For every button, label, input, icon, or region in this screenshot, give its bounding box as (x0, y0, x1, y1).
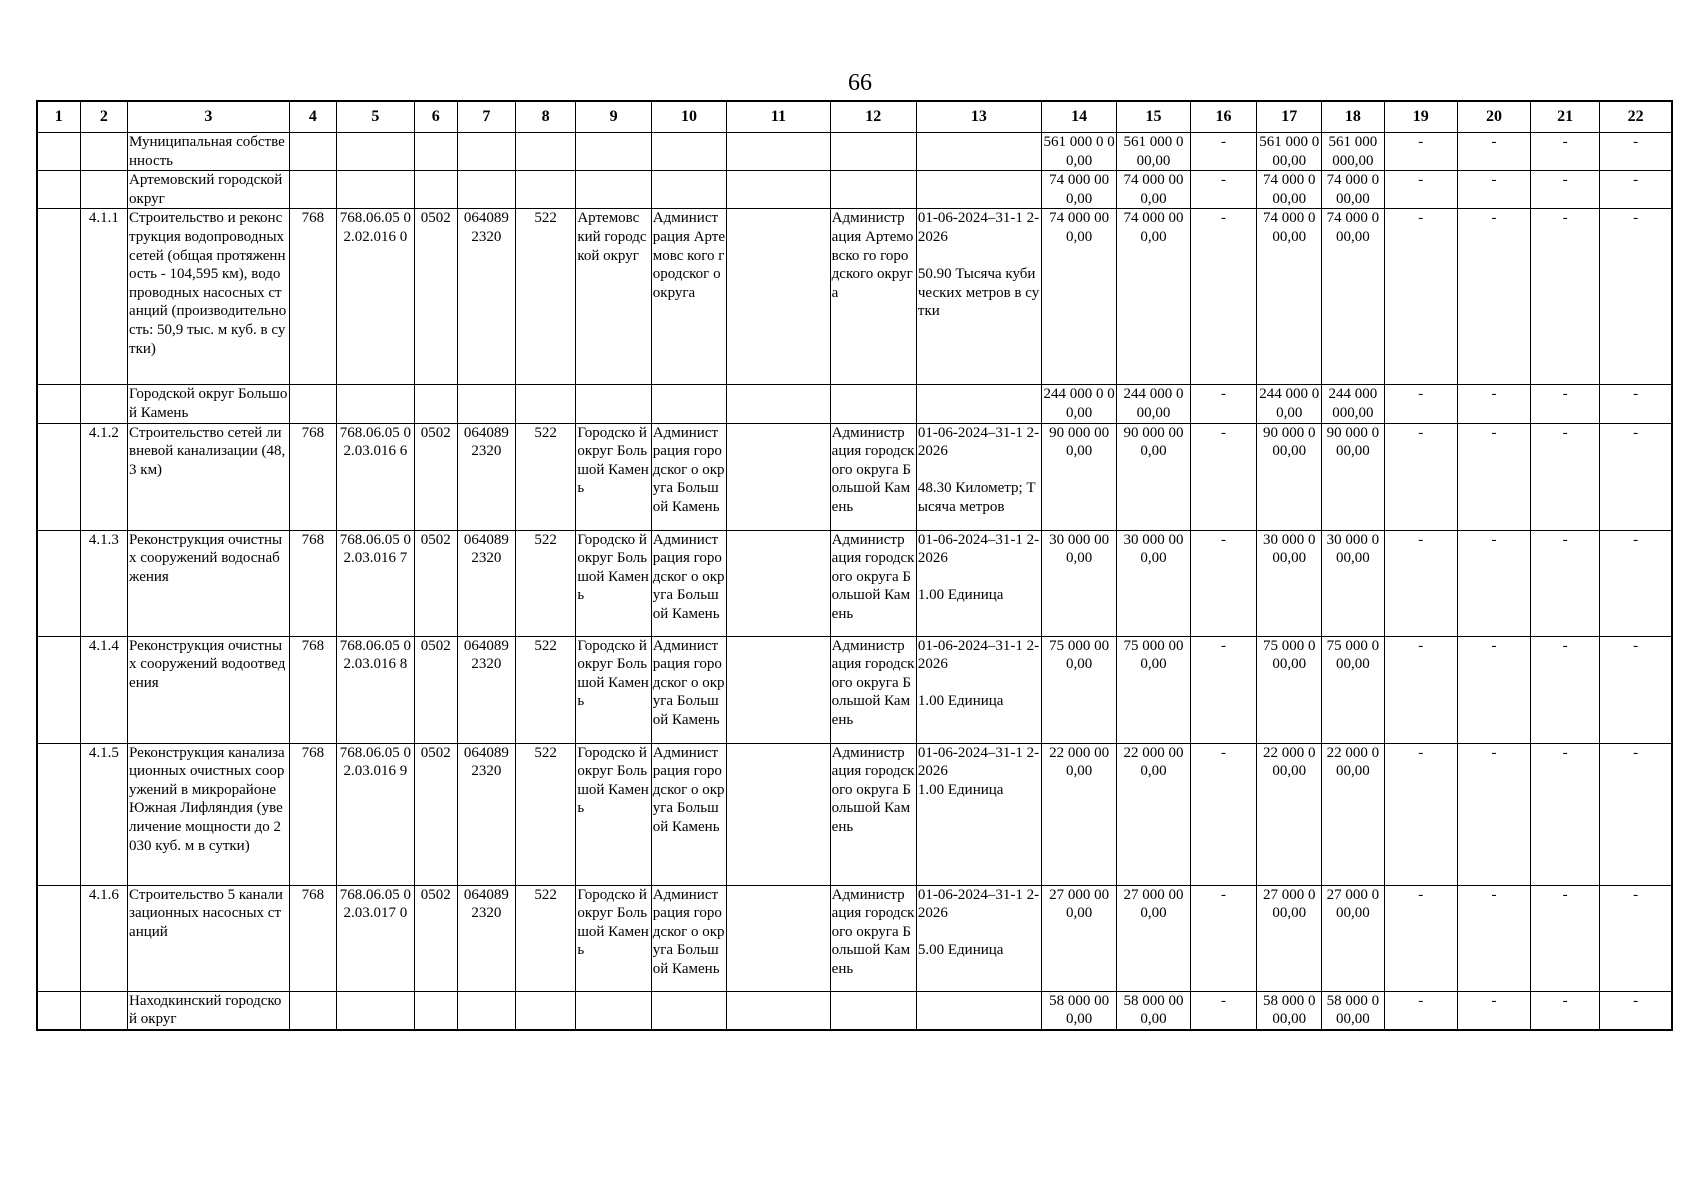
table-cell-col-10 (651, 133, 726, 171)
table-cell-col-12: Администр ация городского округа Большой Камень (830, 885, 916, 991)
table-cell-col-19: - (1384, 885, 1457, 991)
table-cell-col-6: 0502 (414, 530, 457, 636)
table-cell-col-22: - (1600, 885, 1672, 991)
table-cell-col-6 (414, 171, 457, 209)
column-header-6: 6 (414, 101, 457, 133)
column-header-17: 17 (1257, 101, 1322, 133)
table-cell-col-19: - (1384, 385, 1457, 423)
table-cell-col-5 (337, 991, 415, 1030)
table-cell-col-4: 768 (289, 423, 336, 530)
table-cell-col-18: 75 000 0 00,00 (1322, 636, 1385, 743)
table-cell-col-2 (80, 133, 127, 171)
table-cell-col-22: - (1600, 209, 1672, 385)
table-cell-col-16: - (1190, 636, 1257, 743)
table-cell-col-5: 768.06.05 02.03.016 7 (337, 530, 415, 636)
table-cell-col-7: 064089 2320 (457, 743, 515, 885)
table-cell-col-1 (37, 530, 80, 636)
table-cell-col-6 (414, 991, 457, 1030)
table-cell-col-1 (37, 423, 80, 530)
table-row (37, 423, 1672, 530)
table-cell-col-18: 22 000 0 00,00 (1322, 743, 1385, 885)
table-cell-col-2: 4.1.5 (80, 743, 127, 885)
table-cell-col-1 (37, 743, 80, 885)
table-cell-col-20: - (1457, 133, 1530, 171)
table-cell-col-13 (916, 385, 1041, 423)
table-cell-col-13: 01-06-2024–31-1 2-2026 50.90 Тысяча кубических метров в сутки (916, 209, 1041, 385)
table-cell-col-14: 74 000 00 0,00 (1041, 171, 1116, 209)
table-cell-col-21: - (1531, 743, 1600, 885)
table-cell-col-6 (414, 385, 457, 423)
table-cell-col-13 (916, 133, 1041, 171)
table-cell-col-10 (651, 171, 726, 209)
table-cell-col-12: Администр ация городского округа Большой Камень (830, 743, 916, 885)
table-cell-col-11 (727, 636, 830, 743)
table-row (37, 385, 1672, 423)
table-cell-col-17: 27 000 0 00,00 (1257, 885, 1322, 991)
table-cell-col-15: 74 000 00 0,00 (1117, 171, 1190, 209)
table-cell-col-11 (727, 885, 830, 991)
table-cell-col-3: Строительство и реконструкция водопроводных сетей (общая протяженность - 104,595 км), водопроводных насосных станций (производительность: 50,9 тыс. м куб. в сутки) (128, 209, 290, 385)
column-header-13: 13 (916, 101, 1041, 133)
table-cell-col-17: 74 000 0 00,00 (1257, 209, 1322, 385)
table-cell-col-11 (727, 171, 830, 209)
table-cell-col-8 (516, 171, 576, 209)
table-cell-col-4: 768 (289, 636, 336, 743)
table-cell-col-9: Городско й округ Большой Камень (576, 423, 651, 530)
table-cell-col-4 (289, 385, 336, 423)
table-cell-col-17: 58 000 0 00,00 (1257, 991, 1322, 1030)
table-cell-col-15: 75 000 00 0,00 (1117, 636, 1190, 743)
table-cell-col-12: Администр ация городского округа Большой Камень (830, 530, 916, 636)
table-cell-col-13: 01-06-2024–31-1 2-2026 48.30 Километр; Тысяча метров (916, 423, 1041, 530)
table-cell-col-22: - (1600, 385, 1672, 423)
table-cell-col-21: - (1531, 133, 1600, 171)
table-cell-col-21: - (1531, 530, 1600, 636)
column-header-11: 11 (727, 101, 830, 133)
table-cell-col-8: 522 (516, 423, 576, 530)
table-cell-col-15: 244 000 0 00,00 (1117, 385, 1190, 423)
table-cell-col-4: 768 (289, 743, 336, 885)
table-cell-col-14: 244 000 0 00,00 (1041, 385, 1116, 423)
table-cell-col-7: 064089 2320 (457, 530, 515, 636)
table-cell-col-3: Находкинский городской округ (128, 991, 290, 1030)
table-cell-col-14: 30 000 00 0,00 (1041, 530, 1116, 636)
table-cell-col-19: - (1384, 743, 1457, 885)
table-cell-col-20: - (1457, 209, 1530, 385)
table-cell-col-2: 4.1.3 (80, 530, 127, 636)
table-cell-col-8: 522 (516, 885, 576, 991)
column-header-8: 8 (516, 101, 576, 133)
column-header-22: 22 (1600, 101, 1672, 133)
table-cell-col-11 (727, 423, 830, 530)
table-cell-col-13: 01-06-2024–31-1 2-2026 1.00 Единица (916, 530, 1041, 636)
table-cell-col-15: 27 000 00 0,00 (1117, 885, 1190, 991)
table-cell-col-14: 22 000 00 0,00 (1041, 743, 1116, 885)
table-cell-col-4 (289, 133, 336, 171)
table-cell-col-2 (80, 385, 127, 423)
table-row (37, 530, 1672, 636)
table-cell-col-17: 561 000 000,00 (1257, 133, 1322, 171)
table-cell-col-3: Реконструкция очистных сооружений водоотведения (128, 636, 290, 743)
table-row (37, 171, 1672, 209)
table-cell-col-7: 064089 2320 (457, 636, 515, 743)
page-number: 66 (848, 70, 872, 96)
table-cell-col-12: Администр ация городского округа Большой Камень (830, 423, 916, 530)
table-cell-col-13 (916, 171, 1041, 209)
table-cell-col-5: 768.06.05 02.03.017 0 (337, 885, 415, 991)
table-cell-col-18: 74 000 0 00,00 (1322, 209, 1385, 385)
table-cell-col-4 (289, 991, 336, 1030)
table-cell-col-19: - (1384, 530, 1457, 636)
table-cell-col-18: 27 000 0 00,00 (1322, 885, 1385, 991)
table-cell-col-1 (37, 133, 80, 171)
table-cell-col-3: Реконструкция очистных сооружений водоснабжения (128, 530, 290, 636)
column-header-7: 7 (457, 101, 515, 133)
table-cell-col-20: - (1457, 530, 1530, 636)
table-cell-col-7: 064089 2320 (457, 209, 515, 385)
table-cell-col-11 (727, 743, 830, 885)
table-cell-col-10: Админист рация городског о округа Большой Камень (651, 743, 726, 885)
table-cell-col-3: Строительство 5 канализационных насосных станций (128, 885, 290, 991)
table-cell-col-21: - (1531, 423, 1600, 530)
table-cell-col-11 (727, 133, 830, 171)
table-cell-col-8: 522 (516, 530, 576, 636)
table-cell-col-11 (727, 530, 830, 636)
table-cell-col-5: 768.06.05 02.02.016 0 (337, 209, 415, 385)
column-header-20: 20 (1457, 101, 1530, 133)
table-cell-col-18: 90 000 0 00,00 (1322, 423, 1385, 530)
table-cell-col-7 (457, 385, 515, 423)
table-cell-col-21: - (1531, 991, 1600, 1030)
column-header-19: 19 (1384, 101, 1457, 133)
table-cell-col-2: 4.1.2 (80, 423, 127, 530)
table-cell-col-16: - (1190, 133, 1257, 171)
table-cell-col-6: 0502 (414, 885, 457, 991)
table-cell-col-17: 74 000 0 00,00 (1257, 171, 1322, 209)
table-cell-col-13: 01-06-2024–31-1 2-2026 1.00 Единица (916, 636, 1041, 743)
table-cell-col-1 (37, 385, 80, 423)
column-header-5: 5 (337, 101, 415, 133)
table-row (37, 636, 1672, 743)
table-cell-col-11 (727, 209, 830, 385)
table-cell-col-13: 01-06-2024–31-1 2-2026 5.00 Единица (916, 885, 1041, 991)
table-cell-col-9 (576, 133, 651, 171)
table-cell-col-12: Администр ация Артемовско го городского округа (830, 209, 916, 385)
table-cell-col-14: 74 000 00 0,00 (1041, 209, 1116, 385)
table-cell-col-5: 768.06.05 02.03.016 6 (337, 423, 415, 530)
table-cell-col-15: 30 000 00 0,00 (1117, 530, 1190, 636)
table-cell-col-2: 4.1.6 (80, 885, 127, 991)
table-cell-col-1 (37, 209, 80, 385)
table-cell-col-17: 90 000 0 00,00 (1257, 423, 1322, 530)
table-cell-col-20: - (1457, 171, 1530, 209)
table-cell-col-8 (516, 385, 576, 423)
table-cell-col-16: - (1190, 423, 1257, 530)
table-cell-col-16: - (1190, 885, 1257, 991)
table-cell-col-17: 30 000 0 00,00 (1257, 530, 1322, 636)
column-header-4: 4 (289, 101, 336, 133)
table-cell-col-2 (80, 171, 127, 209)
table-cell-col-9 (576, 385, 651, 423)
table-cell-col-14: 90 000 00 0,00 (1041, 423, 1116, 530)
table-cell-col-21: - (1531, 885, 1600, 991)
table-cell-col-20: - (1457, 743, 1530, 885)
table-cell-col-14: 561 000 0 00,00 (1041, 133, 1116, 171)
table-cell-col-10: Админист рация городског о округа Большой Камень (651, 530, 726, 636)
table-cell-col-22: - (1600, 991, 1672, 1030)
column-header-10: 10 (651, 101, 726, 133)
table-cell-col-17: 22 000 0 00,00 (1257, 743, 1322, 885)
column-header-12: 12 (830, 101, 916, 133)
table-cell-col-19: - (1384, 133, 1457, 171)
table-cell-col-15: 90 000 00 0,00 (1117, 423, 1190, 530)
table-cell-col-19: - (1384, 171, 1457, 209)
column-header-18: 18 (1322, 101, 1385, 133)
table-cell-col-9: Артемовс кий городской округ (576, 209, 651, 385)
table-body (37, 133, 1672, 1030)
table-cell-col-18: 561 000 000,00 (1322, 133, 1385, 171)
table-cell-col-6: 0502 (414, 743, 457, 885)
table-cell-col-4: 768 (289, 885, 336, 991)
table-row (37, 133, 1672, 171)
table-row (37, 991, 1672, 1030)
table-row (37, 209, 1672, 385)
table-cell-col-22: - (1600, 530, 1672, 636)
table-cell-col-2: 4.1.1 (80, 209, 127, 385)
table-cell-col-14: 27 000 00 0,00 (1041, 885, 1116, 991)
table-cell-col-17: 75 000 0 00,00 (1257, 636, 1322, 743)
budget-table (36, 100, 1673, 1031)
table-cell-col-5 (337, 133, 415, 171)
table-cell-col-11 (727, 991, 830, 1030)
table-cell-col-10 (651, 991, 726, 1030)
column-header-14: 14 (1041, 101, 1116, 133)
table-cell-col-9: Городско й округ Большой Камень (576, 530, 651, 636)
table-cell-col-3: Артемовский городской округ (128, 171, 290, 209)
table-cell-col-7 (457, 133, 515, 171)
column-header-15: 15 (1117, 101, 1190, 133)
header-row (37, 101, 1672, 133)
table-cell-col-8: 522 (516, 743, 576, 885)
table-cell-col-20: - (1457, 885, 1530, 991)
table-cell-col-8: 522 (516, 209, 576, 385)
table-cell-col-10: Админист рация городског о округа Большой Камень (651, 423, 726, 530)
table-cell-col-16: - (1190, 743, 1257, 885)
table-cell-col-12 (830, 133, 916, 171)
table-cell-col-1 (37, 636, 80, 743)
table-cell-col-9: Городско й округ Большой Камень (576, 743, 651, 885)
table-cell-col-2: 4.1.4 (80, 636, 127, 743)
table-cell-col-19: - (1384, 209, 1457, 385)
table-cell-col-8 (516, 133, 576, 171)
table-cell-col-19: - (1384, 991, 1457, 1030)
table-cell-col-18: 74 000 0 00,00 (1322, 171, 1385, 209)
column-header-9: 9 (576, 101, 651, 133)
table-cell-col-12 (830, 171, 916, 209)
table-cell-col-9 (576, 171, 651, 209)
table-cell-col-12 (830, 385, 916, 423)
table-cell-col-6: 0502 (414, 209, 457, 385)
table-cell-col-3: Реконструкция канализационных очистных сооружений в микрорайоне Южная Лифляндия (увеличение мощности до 2030 куб. м в сутки) (128, 743, 290, 885)
table-cell-col-19: - (1384, 423, 1457, 530)
table-row (37, 885, 1672, 991)
table-cell-col-21: - (1531, 636, 1600, 743)
table-cell-col-20: - (1457, 991, 1530, 1030)
table-cell-col-22: - (1600, 171, 1672, 209)
table-cell-col-21: - (1531, 385, 1600, 423)
table-cell-col-4: 768 (289, 530, 336, 636)
table-cell-col-14: 75 000 00 0,00 (1041, 636, 1116, 743)
table-cell-col-7 (457, 171, 515, 209)
table-cell-col-14: 58 000 00 0,00 (1041, 991, 1116, 1030)
table-cell-col-8 (516, 991, 576, 1030)
column-header-16: 16 (1190, 101, 1257, 133)
table-cell-col-10: Админист рация городског о округа Большой Камень (651, 636, 726, 743)
table-cell-col-8: 522 (516, 636, 576, 743)
table-cell-col-12 (830, 991, 916, 1030)
table-cell-col-4 (289, 171, 336, 209)
table-row (37, 743, 1672, 885)
table-cell-col-5 (337, 171, 415, 209)
table-cell-col-2 (80, 991, 127, 1030)
column-header-1: 1 (37, 101, 80, 133)
table-cell-col-16: - (1190, 209, 1257, 385)
table-cell-col-3: Городской округ Большой Камень (128, 385, 290, 423)
table-cell-col-10: Админист рация городског о округа Большой Камень (651, 885, 726, 991)
table-cell-col-9 (576, 991, 651, 1030)
table-cell-col-15: 561 000 0 00,00 (1117, 133, 1190, 171)
table-cell-col-19: - (1384, 636, 1457, 743)
table-cell-col-22: - (1600, 133, 1672, 171)
table-cell-col-21: - (1531, 209, 1600, 385)
table-cell-col-22: - (1600, 636, 1672, 743)
table-cell-col-3: Муниципальная собственность (128, 133, 290, 171)
table-cell-col-10: Админист рация Артемовс кого городског о округа (651, 209, 726, 385)
column-header-3: 3 (128, 101, 290, 133)
table-cell-col-15: 58 000 00 0,00 (1117, 991, 1190, 1030)
table-cell-col-18: 58 000 0 00,00 (1322, 991, 1385, 1030)
table-cell-col-20: - (1457, 423, 1530, 530)
table-cell-col-13 (916, 991, 1041, 1030)
table-cell-col-7 (457, 991, 515, 1030)
table-cell-col-1 (37, 991, 80, 1030)
table-cell-col-6: 0502 (414, 636, 457, 743)
table-cell-col-16: - (1190, 530, 1257, 636)
table-cell-col-20: - (1457, 636, 1530, 743)
table-cell-col-5: 768.06.05 02.03.016 9 (337, 743, 415, 885)
table-cell-col-6: 0502 (414, 423, 457, 530)
table-cell-col-3: Строительство сетей ливневой канализации (48,3 км) (128, 423, 290, 530)
table-cell-col-13: 01-06-2024–31-1 2-2026 1.00 Единица (916, 743, 1041, 885)
table-cell-col-15: 22 000 00 0,00 (1117, 743, 1190, 885)
table-cell-col-22: - (1600, 743, 1672, 885)
table-cell-col-9: Городско й округ Большой Камень (576, 885, 651, 991)
table-cell-col-18: 30 000 0 00,00 (1322, 530, 1385, 636)
column-header-21: 21 (1531, 101, 1600, 133)
table-cell-col-15: 74 000 00 0,00 (1117, 209, 1190, 385)
table-cell-col-10 (651, 385, 726, 423)
table-cell-col-22: - (1600, 423, 1672, 530)
table-cell-col-7: 064089 2320 (457, 885, 515, 991)
table-cell-col-18: 244 000 000,00 (1322, 385, 1385, 423)
table-cell-col-12: Администр ация городского округа Большой Камень (830, 636, 916, 743)
table-cell-col-5: 768.06.05 02.03.016 8 (337, 636, 415, 743)
table-cell-col-7: 064089 2320 (457, 423, 515, 530)
column-header-2: 2 (80, 101, 127, 133)
table-cell-col-4: 768 (289, 209, 336, 385)
table-cell-col-16: - (1190, 385, 1257, 423)
table-cell-col-5 (337, 385, 415, 423)
table-cell-col-1 (37, 171, 80, 209)
table-cell-col-11 (727, 385, 830, 423)
table-cell-col-17: 244 000 00,00 (1257, 385, 1322, 423)
table-cell-col-9: Городско й округ Большой Камень (576, 636, 651, 743)
table-cell-col-21: - (1531, 171, 1600, 209)
table-cell-col-20: - (1457, 385, 1530, 423)
table-cell-col-1 (37, 885, 80, 991)
table-cell-col-16: - (1190, 171, 1257, 209)
table-cell-col-16: - (1190, 991, 1257, 1030)
table-cell-col-6 (414, 133, 457, 171)
